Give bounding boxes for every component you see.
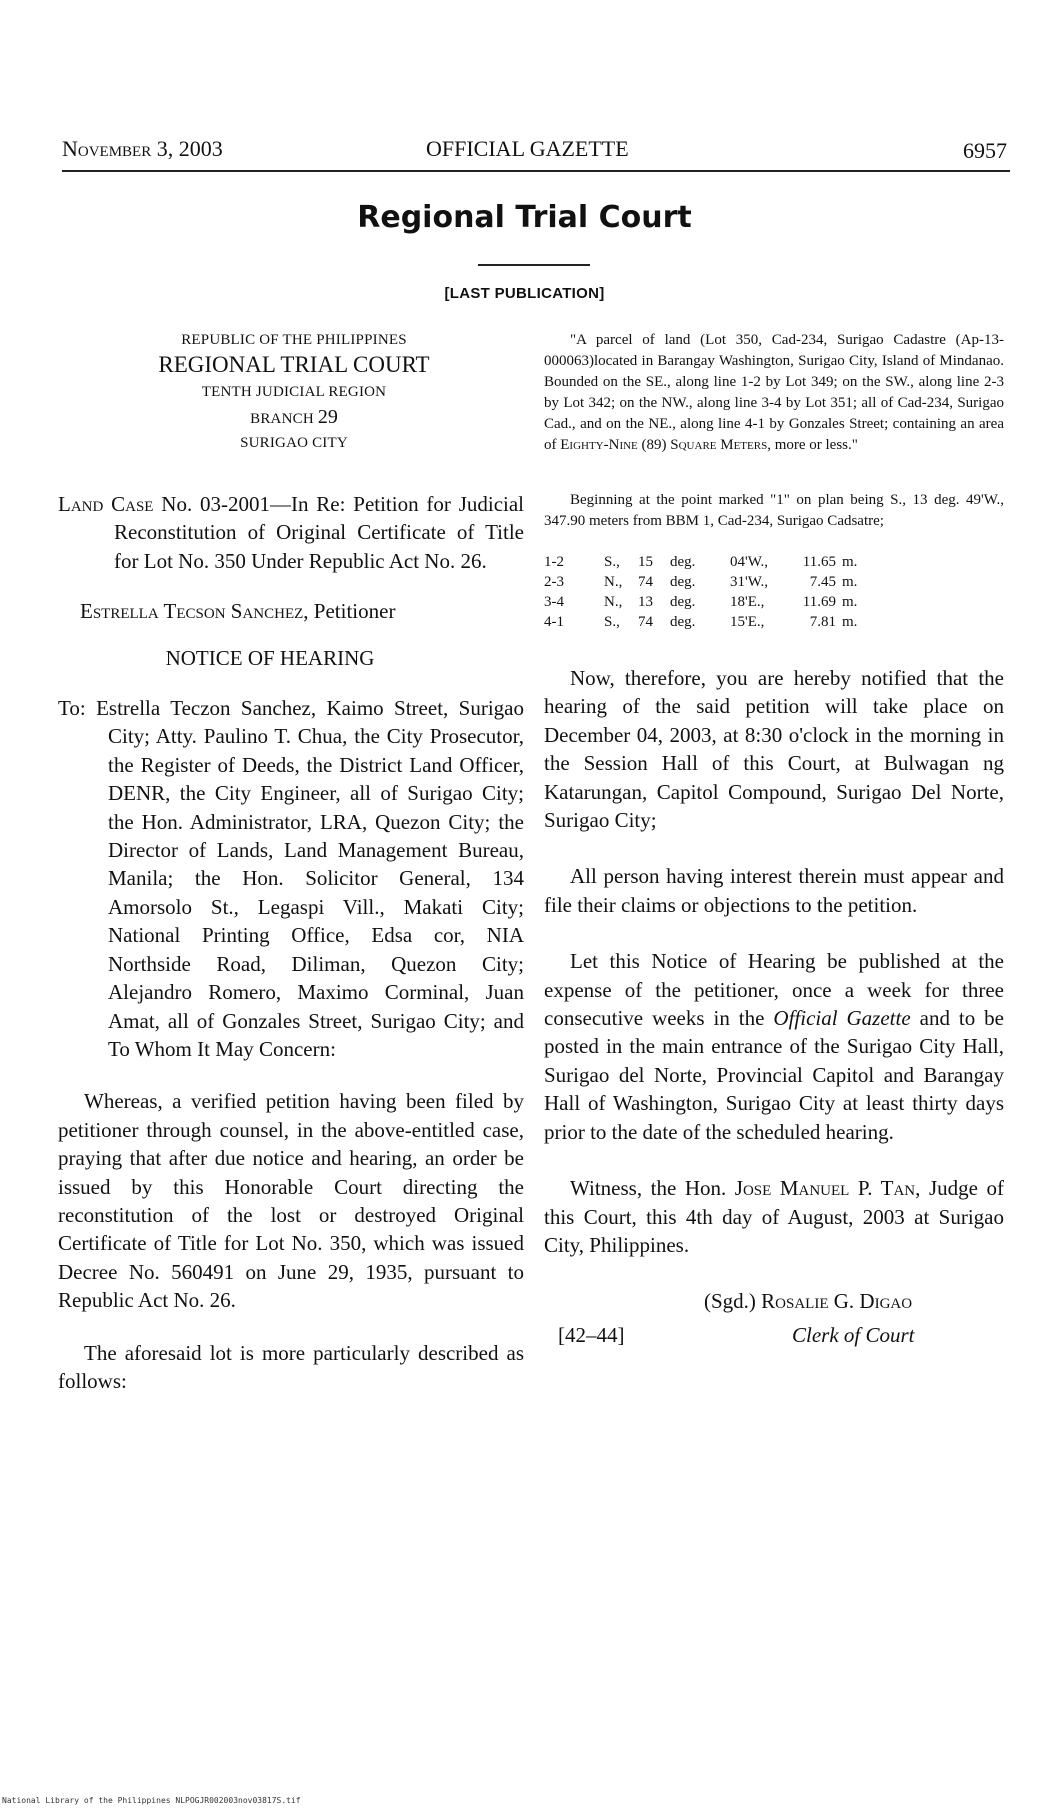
witness-text-rest: , Judge of this Court, this 4th day of August, 2003 at Surigao City, Philippines.: [544, 1176, 1004, 1257]
bearing-dist: 11.69: [802, 594, 836, 610]
bearing-dist: 11.65: [802, 554, 836, 570]
bearing-dist: 7.81: [809, 614, 836, 630]
notice-title: NOTICE OF HEARING: [165, 645, 375, 670]
case-text: No. 03-2001—In Re: Petition for Judicial Reconstitution of Original Certificate of Title for Lot No. 350 Under Republic Act No. 26.: [114, 492, 525, 573]
publication-status: [LAST PUBLICATION]: [444, 285, 605, 302]
all-person-paragraph: All person having interest therein must appear and file their claims or objections to the petition.: [544, 864, 1004, 917]
bearing-min: 18'E.,: [730, 594, 765, 610]
header-publication: OFFICIAL GAZETTE: [426, 136, 629, 161]
bearing-dir1: N.,: [604, 574, 623, 590]
bearing-unit: deg.: [670, 614, 696, 630]
publish-paragraph: [544, 947, 1004, 1146]
case-caption: [58, 490, 524, 575]
court-region: TENTH JUDICIAL REGION: [201, 384, 387, 400]
court-block: [126, 330, 462, 453]
witness-text: Witness, the Hon.: [570, 1176, 735, 1201]
publish-text-rest: and to be posted in the main entrance of the Surigao City Hall, Surigao del Norte, Provincial Capitol and Barangay Hall of Washington, Surigao City at least thirty days prior to the date of the scheduled hearing.: [544, 1006, 1005, 1144]
right-column: [544, 330, 1004, 1359]
publish-text: Let this Notice of Hearing be published at the expense of the petitioner, once a week for three consecutive weeks in the: [544, 949, 1004, 1031]
header-rule: [62, 170, 1010, 172]
court-branch: [126, 406, 462, 429]
bearing-line: 1-2: [544, 554, 564, 570]
section-title: Regional Trial Court: [357, 200, 692, 235]
bearing-unit: deg.: [670, 554, 696, 570]
court-branch-number: 29: [317, 406, 338, 428]
bearing-row: [544, 594, 862, 614]
bearing-line: 4-1: [544, 614, 564, 630]
bearing-min: 04'W.,: [730, 554, 768, 570]
petitioner-name: Estrella Tecson Sanchez: [80, 599, 304, 624]
footer-source: National Library of the Philippines NLPOGJR002003nov03817S.tif: [2, 1796, 301, 1805]
bearing-dist: 7.45: [809, 574, 836, 590]
bearing-m: m.: [842, 594, 858, 610]
bearing-deg: 13: [638, 594, 653, 610]
whereas-paragraph: Whereas, a verified petition having been filed by petitioner through counsel, in the above-entitled case, praying that after due notice and hearing, an order be issued by this Honorable Court directing the reconstitution of the lost or destroyed Original Certificate of Title for Lot No. 350, which was issued Decree No. 560491 on June 29, 1935, pursuant to Republic Act No. 26.: [58, 1089, 524, 1313]
reference-number: [42–44]: [558, 1323, 625, 1348]
signature-line: [704, 1289, 912, 1314]
court-branch-label: BRANCH: [250, 411, 314, 427]
left-column: [58, 490, 524, 1395]
bearing-m: m.: [842, 554, 858, 570]
bearing-line: 3-4: [544, 594, 564, 610]
bearing-row: [544, 574, 862, 594]
beginning-paragraph: Beginning at the point marked "1" on plan being S., 13 deg. 49'W., 347.90 meters from BBM 1, Cad-234, Surigao Cadsatre;: [544, 492, 1004, 529]
case-label: Land Case: [58, 492, 154, 516]
aforesaid-paragraph: The aforesaid lot is more particularly described as follows:: [58, 1340, 524, 1393]
bearing-deg: 74: [638, 574, 653, 590]
to-paragraph: To: Estrella Teczon Sanchez, Kaimo Street, Surigao City; Atty. Paulino T. Chua, the City Prosecutor, the Register of Deeds, the District Land Officer, DENR, the City Engineer, all of Surigao City; the Hon. Administrator, LRA, Quezon City; the Director of Lands, Land Management Bureau, Manila; the Hon. Solicitor General, 134 Amorsolo St., Legaspi Vill., Makati City; National Printing Office, Edsa cor, NIA Northside Road, Diliman, Quezon City; Alejandro Romero, Maximo Corminal, Juan Amat, all of Gonzales Street, Surigao City; and To Whom It May Concern:: [58, 696, 524, 1061]
signature-sgd: (Sgd.): [704, 1289, 756, 1314]
bearing-unit: deg.: [670, 594, 696, 610]
bearing-row: [544, 614, 862, 634]
signature-name: Rosalie G. Digao: [761, 1289, 913, 1314]
lot-description: [544, 330, 1004, 456]
witness-judge: Jose Manuel P. Tan: [734, 1176, 916, 1201]
lot-area-words: Eighty-Nine (89) Square Meters: [560, 437, 768, 453]
bearing-unit: deg.: [670, 574, 696, 590]
header-page-number: 6957: [963, 138, 1007, 163]
lot-description-text: "A parcel of land (Lot 350, Cad-234, Surigao Cadastre (Ap-13-000063)located in Barangay Washington, Surigao City, Island of Mindanao. Bounded on the SE., along line 1-2 by Lot 349; on the SW., along line 2-3 by Lot 342; on the NW., along line 3-4 by Lot 351; all of Cad-234, Surigao Cad., and on the NE., along line 4-1 by Gonzales Street; containing an area of: [544, 332, 1004, 453]
signature-title: Clerk of Court: [792, 1323, 915, 1348]
bearing-dir1: N.,: [604, 594, 623, 610]
petitioner-role: , Petitioner: [303, 599, 396, 624]
bearing-row: [544, 554, 862, 574]
bearing-line: 2-3: [544, 574, 564, 590]
court-country: REPUBLIC OF THE PHILIPPINES: [181, 332, 407, 348]
witness-paragraph: [544, 1174, 1004, 1259]
bearing-min: 31'W.,: [730, 574, 768, 590]
signature-block: [544, 1289, 1004, 1359]
now-paragraph: Now, therefore, you are hereby notified that the hearing of the said petition will take place on December 04, 2003, at 8:30 o'clock in the morning in the Session Hall of this Court, at Bulwagan ng Katarungan, Capitol Compound, Surigao Del Norte, Surigao City;: [544, 666, 1004, 833]
bearing-dir1: S.,: [604, 614, 620, 630]
court-name: REGIONAL TRIAL COURT: [158, 352, 430, 377]
header-date: November 3, 2003: [62, 136, 223, 161]
petitioner-line: [58, 597, 524, 625]
lot-description-end: , more or less.": [767, 437, 858, 453]
court-city: SURIGAO CITY: [240, 435, 348, 451]
bearing-deg: 74: [638, 614, 653, 630]
bearing-deg: 15: [638, 554, 653, 570]
bearing-dir1: S.,: [604, 554, 620, 570]
bearing-m: m.: [842, 614, 858, 630]
bearing-min: 15'E.,: [730, 614, 765, 630]
publish-gazette: Official Gazette: [773, 1006, 911, 1031]
bearings-table: [544, 554, 862, 634]
title-rule: [478, 264, 590, 266]
bearing-m: m.: [842, 574, 858, 590]
